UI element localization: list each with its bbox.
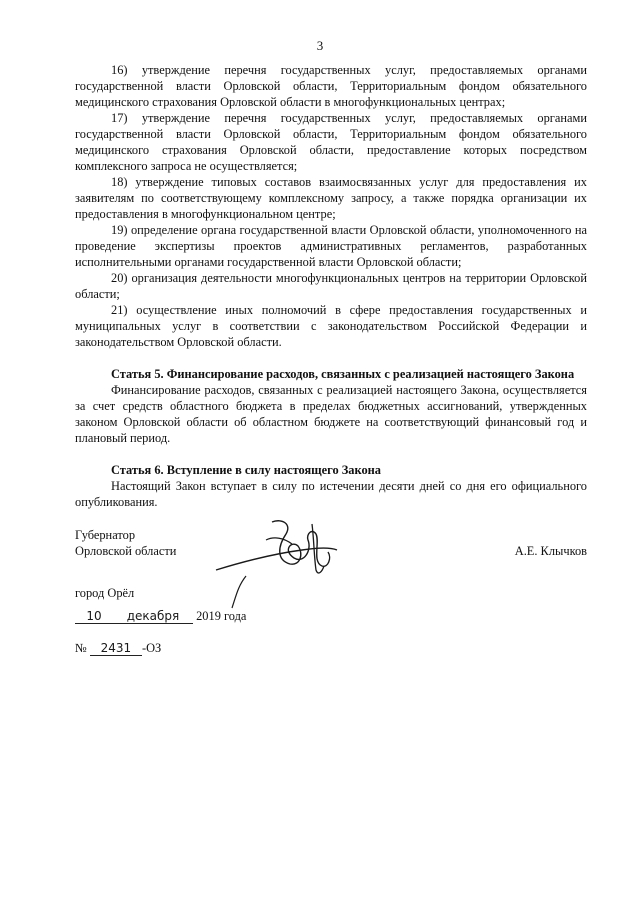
article-5 (75, 366, 587, 446)
place-of-signing: город Орёл (75, 586, 135, 600)
article-5-heading: Статья 5. Финансирование расходов, связанных с реализацией настоящего Закона (111, 367, 575, 381)
date-day: 10 (75, 609, 113, 624)
document-body (75, 62, 587, 510)
list-item-20: 20) организация деятельности многофункциональных центров на территории Орловской области; (75, 271, 587, 301)
law-number-suffix: -ОЗ (141, 641, 162, 655)
article-6 (75, 462, 587, 510)
list-item-16: 16) утверждение перечня государственных услуг, предоставляемых органами государственной власти Орловской области, Территориальным фондом обязательного медицинского страхования Орловской области в многофункциональных центрах; (75, 63, 587, 109)
signatory-title: Губернатор (75, 528, 136, 542)
article-6-heading: Статья 6. Вступление в силу настоящего Закона (111, 463, 381, 477)
list-item-17: 17) утверждение перечня государственных услуг, предоставляемых органами государственной власти Орловской области, Территориальным фондом обязательного медицинского страхования Орловской области, предоставление которых посредством комплексного запроса не осуществляется; (75, 111, 587, 173)
law-number-value: 2431 (90, 641, 142, 656)
number-sign: № (75, 641, 87, 655)
list-item-19: 19) определение органа государственной власти Орловской области, уполномоченного на проведение экспертизы проектов административных регламентов, разработанных исполнительными органами государственной власти Орловской области; (75, 223, 587, 269)
page-number: 3 (316, 38, 324, 53)
article-5-text: Финансирование расходов, связанных с реализацией настоящего Закона, осуществляется за счет средств областного бюджета в пределах бюджетных ассигнований, утвержденных законом Орловской области об областном бюджете на соответствующий финансовый год и плановый период. (75, 383, 587, 445)
handwritten-signature (212, 510, 342, 610)
article-6-text: Настоящий Закон вступает в силу по истечении десяти дней со дня его официального опубликования. (75, 479, 587, 509)
signatory-name: А.Е. Клычков (514, 544, 587, 558)
list-item-18: 18) утверждение типовых составов взаимосвязанных услуг для предоставления их заявителям по соответствующему комплексному запросу, а также порядка организации их предоставления в многофункциональном центре; (75, 175, 587, 221)
date-month: декабря (113, 609, 193, 624)
law-number (75, 641, 161, 656)
signing-date (75, 609, 246, 624)
signatory-region: Орловской области (75, 544, 177, 558)
list-item-21: 21) осуществление иных полномочий в сфере предоставления государственных и муниципальных услуг в соответствии с законодательством Российской Федерации и законодательством Орловской области. (75, 303, 587, 349)
date-year: 2019 года (196, 609, 247, 623)
